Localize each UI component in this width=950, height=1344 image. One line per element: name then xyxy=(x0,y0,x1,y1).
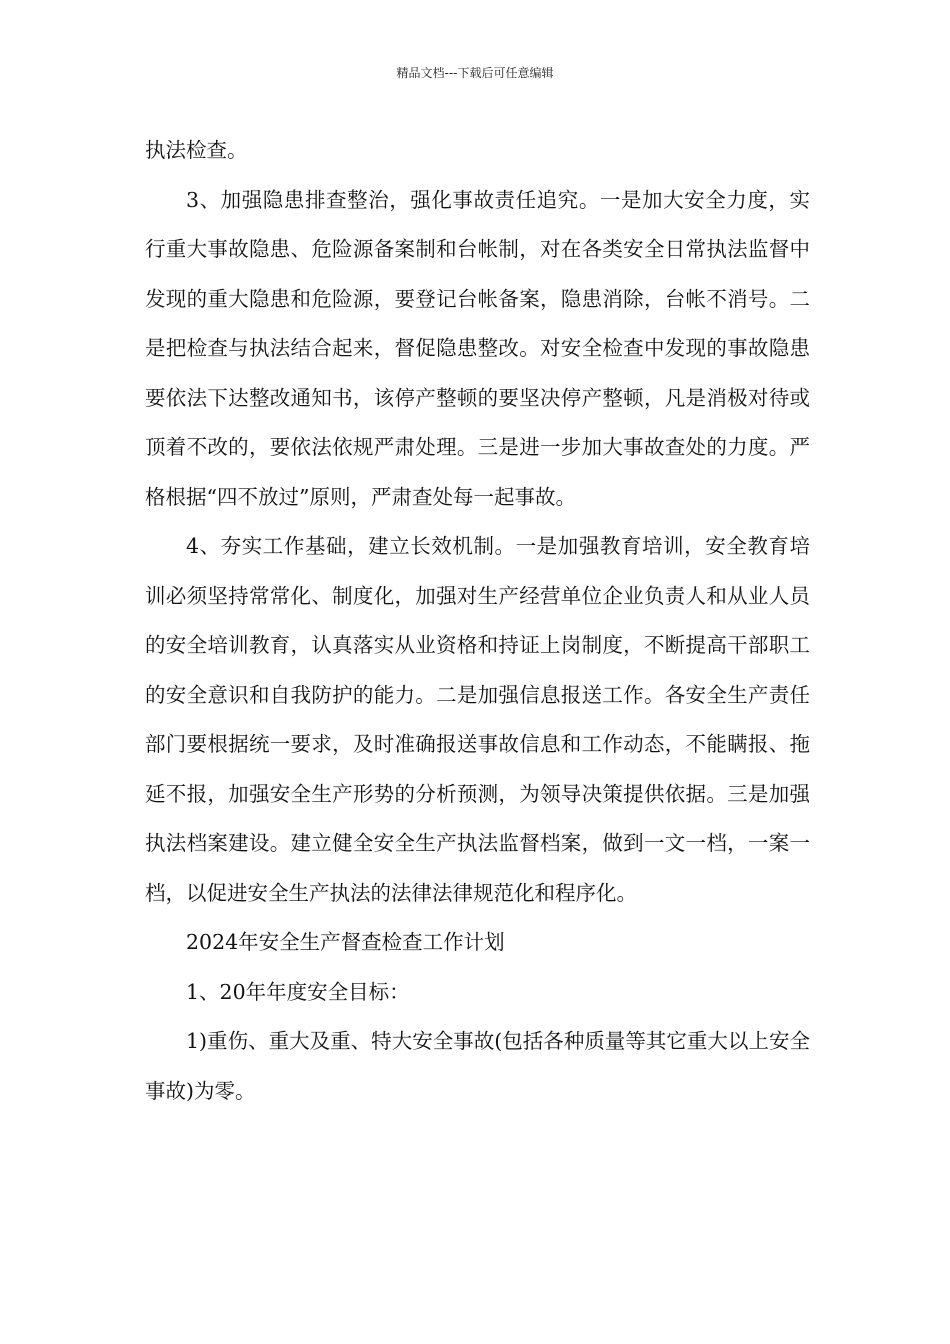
paragraph-item-3: 3、加强隐患排查整治，强化事故责任追究。一是加大安全力度，实行重大事故隐患、危险源备案制和台帐制，对在各类安全日常执法监督中发现的重大隐患和危险源，要登记台帐备案，隐患消除，台帐不消号。二是把检查与执法结合起来，督促隐患整改。对安全检查中发现的事故隐患要依法下达整改通知书，该停产整顿的要坚决停产整顿，凡是消极对待或顶着不改的，要依法依规严肃处理。三是进一步加大事故查处的力度。严格根据“四不放过”原则，严肃查处每一起事故。 xyxy=(145,187,810,509)
document-body xyxy=(145,126,810,1116)
section-title: 2024年安全生产督查检查工作计划 xyxy=(186,930,505,954)
paragraph-annual-goal: 1、20年年度安全目标： xyxy=(186,979,410,1004)
paragraph-goal-1: 1)重伤、重大及重、特大安全事故(包括各种质量等其它重大以上安全事故)为零。 xyxy=(145,1029,810,1103)
paragraph-item-4: 4、夯实工作基础，建立长效机制。一是加强教育培训，安全教育培训必须坚持常常化、制度化，加强对生产经营单位企业负责人和从业人员的安全培训教育，认真落实从业资格和持证上岗制度，不断提高干部职工的安全意识和自我防护的能力。二是加强信息报送工作。各安全生产责任部门要根据统一要求，及时准确报送事故信息和工作动态，不能瞒报、拖延不报，加强安全生产形势的分析预测，为领导决策提供依据。三是加强执法档案建设。建立健全安全生产执法监督档案，做到一文一档，一案一档，以促进安全生产执法的法律法律规范化和程序化。 xyxy=(145,534,810,905)
paragraph-continuation: 执法检查。 xyxy=(145,138,248,162)
page-header: 精品文档---下载后可任意编辑 xyxy=(396,66,554,80)
